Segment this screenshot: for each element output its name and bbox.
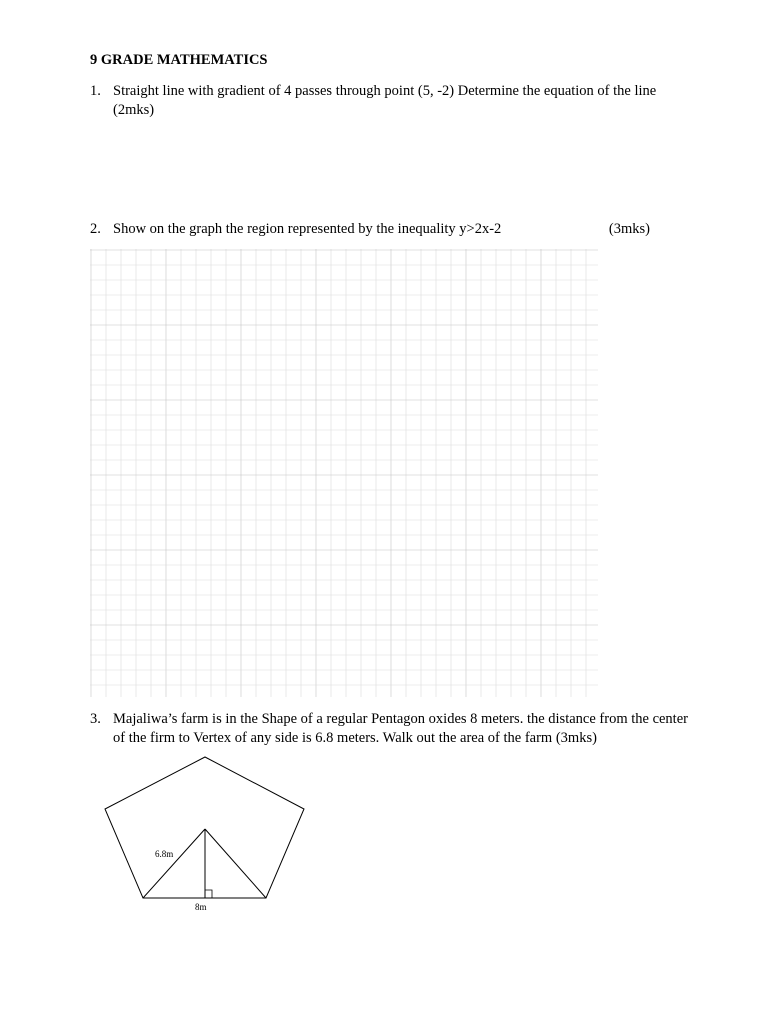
question-number: 1. <box>90 83 101 99</box>
page-title: 9 GRADE MATHEMATICS <box>90 52 268 68</box>
question-text: Show on the graph the region represented by the inequality y>2x-2 <box>113 221 502 237</box>
triangle-right-side <box>205 829 266 898</box>
question-1 <box>90 82 690 120</box>
graph-grid <box>90 249 598 697</box>
question-number: 3. <box>90 711 101 727</box>
base-length-label: 8m <box>195 902 207 912</box>
right-angle-mark <box>205 890 212 898</box>
slant-length-label: 6.8m <box>155 849 174 859</box>
pentagon-diagram <box>100 752 310 917</box>
question-3 <box>90 710 690 748</box>
question-marks: (3mks) <box>608 221 650 237</box>
pentagon-figure <box>100 752 310 917</box>
question-number: 2. <box>90 221 101 237</box>
question-text: Majaliwa’s farm is in the Shape of a regular Pentagon oxides 8 meters. the distance from the center of the firm to Vertex of any side is 6.8 meters. Walk out the area of the farm (3mks) <box>113 711 688 746</box>
question-2 <box>90 220 650 239</box>
question-text-row <box>113 220 650 239</box>
graph-paper <box>90 249 598 697</box>
question-text: Straight line with gradient of 4 passes through point (5, -2) Determine the equation of the line (2mks) <box>113 83 657 118</box>
triangle-left-side <box>143 829 205 898</box>
